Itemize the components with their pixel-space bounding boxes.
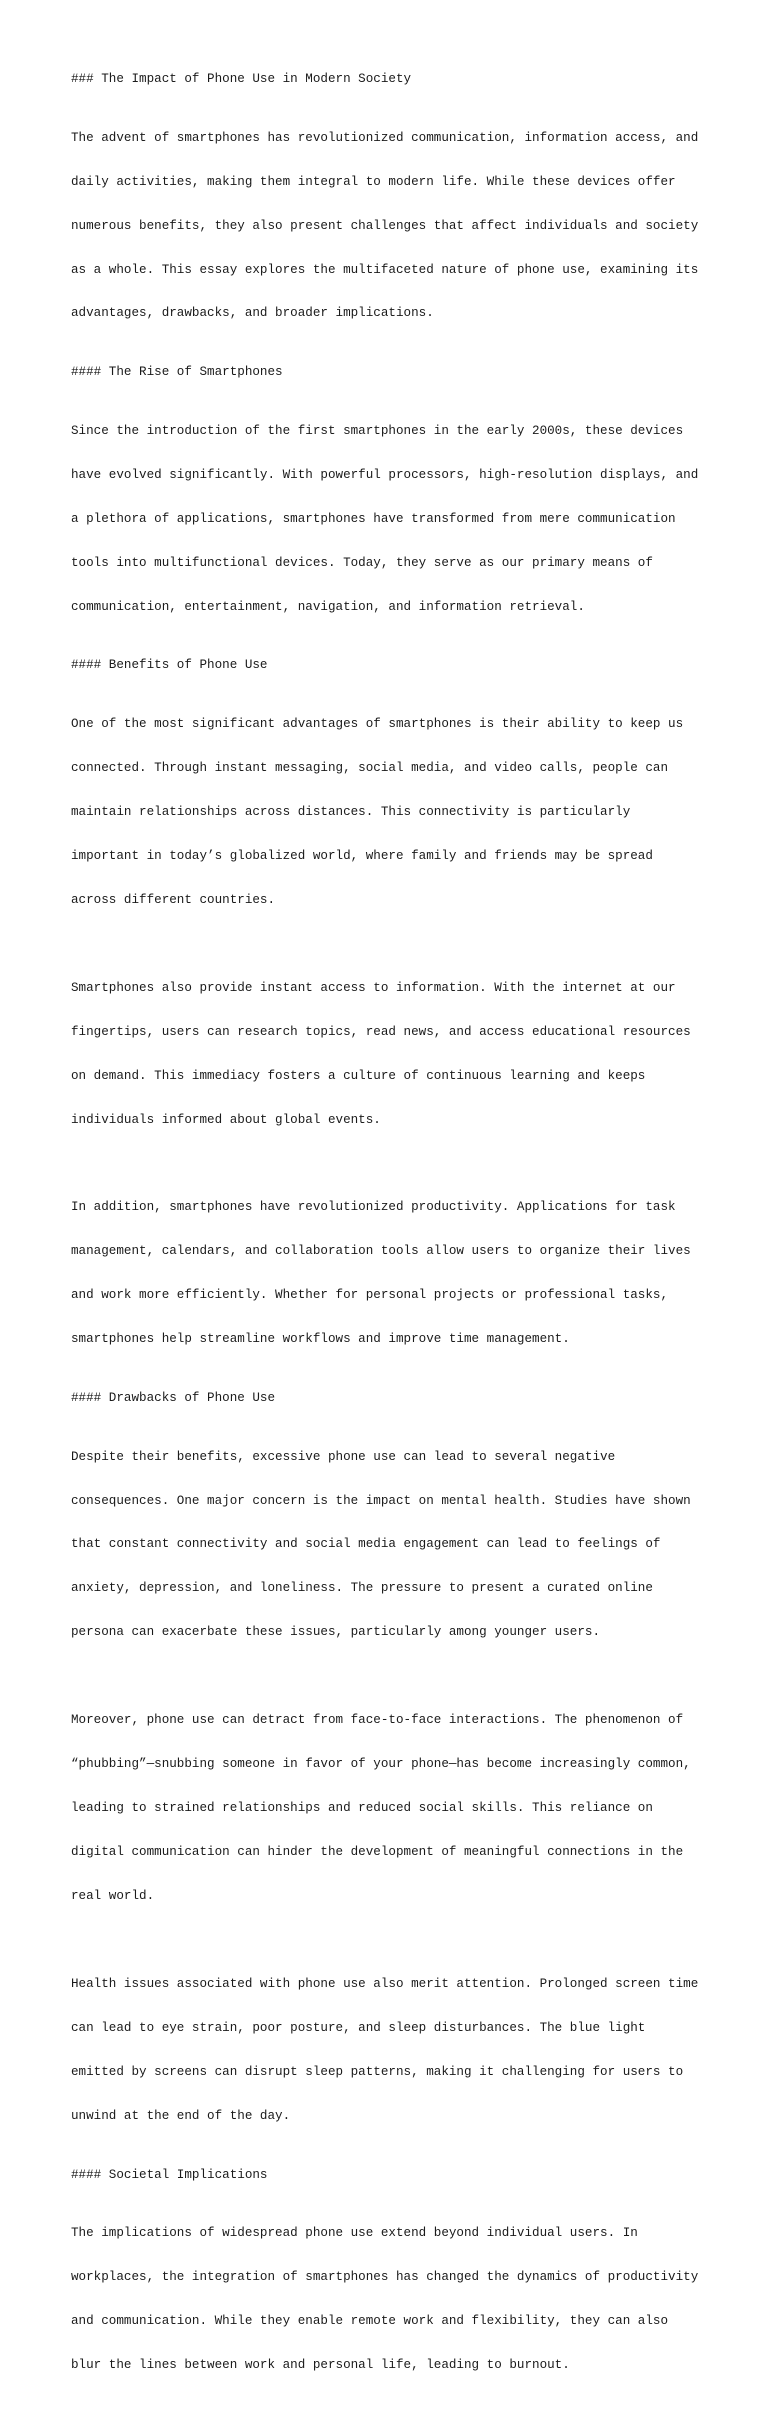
text-line: as a whole. This essay explores the multifaceted nature of phone use, examining its bbox=[71, 262, 699, 277]
text-line: The implications of widespread phone use extend beyond individual users. In bbox=[71, 2226, 638, 2241]
document-page bbox=[71, 72, 711, 2417]
section-heading-rise: #### The Rise of Smartphones bbox=[71, 365, 283, 380]
text-line: real world. bbox=[71, 1889, 155, 1904]
text-line: anxiety, depression, and loneliness. The pressure to present a curated online bbox=[71, 1581, 653, 1596]
benefits-paragraph-3 bbox=[71, 1171, 711, 1376]
text-line: and communication. While they enable remote work and flexibility, they can also bbox=[71, 2314, 669, 2329]
text-line: consequences. One major concern is the impact on mental health. Studies have shown bbox=[71, 1493, 691, 1508]
text-line: advantages, drawbacks, and broader implications. bbox=[71, 306, 434, 321]
text-line: blur the lines between work and personal life, leading to burnout. bbox=[71, 2358, 570, 2373]
section-heading-drawbacks: #### Drawbacks of Phone Use bbox=[71, 1390, 276, 1405]
benefits-paragraph-2 bbox=[71, 951, 711, 1156]
text-line: communication, entertainment, navigation, and information retrieval. bbox=[71, 599, 585, 614]
text-line: have evolved significantly. With powerful processors, high-resolution displays, and bbox=[71, 467, 699, 482]
text-line: a plethora of applications, smartphones have transformed from mere communication bbox=[71, 511, 676, 526]
text-line: across different countries. bbox=[71, 892, 276, 907]
text-line: tools into multifunctional devices. Today, they serve as our primary means of bbox=[71, 555, 653, 570]
text-line: One of the most significant advantages of smartphones is their ability to keep us bbox=[71, 716, 684, 731]
text-line: workplaces, the integration of smartphones has changed the dynamics of productivity bbox=[71, 2270, 699, 2285]
text-line: numerous benefits, they also present challenges that affect individuals and society bbox=[71, 218, 699, 233]
text-line: Moreover, phone use can detract from face-to-face interactions. The phenomenon of bbox=[71, 1713, 684, 1728]
rise-paragraph bbox=[71, 394, 711, 643]
text-line: connected. Through instant messaging, social media, and video calls, people can bbox=[71, 760, 669, 775]
text-line: and work more efficiently. Whether for personal projects or professional tasks, bbox=[71, 1288, 669, 1303]
text-line: “phubbing”—snubbing someone in favor of your phone—has become increasingly common, bbox=[71, 1757, 691, 1772]
text-line: important in today’s globalized world, where family and friends may be spread bbox=[71, 848, 653, 863]
text-line: maintain relationships across distances. This connectivity is particularly bbox=[71, 804, 631, 819]
text-line: that constant connectivity and social media engagement can lead to feelings of bbox=[71, 1537, 661, 1552]
benefits-paragraph-1 bbox=[71, 687, 711, 936]
text-line: digital communication can hinder the development of meaningful connections in the bbox=[71, 1845, 684, 1860]
document-title: ### The Impact of Phone Use in Modern Society bbox=[71, 72, 412, 86]
text-line: Smartphones also provide instant access to information. With the internet at our bbox=[71, 980, 676, 995]
drawbacks-paragraph-1 bbox=[71, 1420, 711, 1669]
text-line: Health issues associated with phone use also merit attention. Prolonged screen time bbox=[71, 1977, 699, 1992]
section-heading-benefits: #### Benefits of Phone Use bbox=[71, 658, 268, 673]
text-line: management, calendars, and collaboration tools allow users to organize their lives bbox=[71, 1244, 691, 1259]
text-line: individuals informed about global events. bbox=[71, 1112, 381, 1127]
text-line: Despite their benefits, excessive phone use can lead to several negative bbox=[71, 1449, 616, 1464]
text-line: The advent of smartphones has revolutionized communication, information access, and bbox=[71, 130, 699, 145]
text-line: In addition, smartphones have revolutionized productivity. Applications for task bbox=[71, 1200, 676, 1215]
section-heading-societal: #### Societal Implications bbox=[71, 2167, 268, 2182]
text-line: persona can exacerbate these issues, particularly among younger users. bbox=[71, 1625, 601, 1640]
text-line: Since the introduction of the first smartphones in the early 2000s, these devices bbox=[71, 423, 684, 438]
drawbacks-paragraph-3 bbox=[71, 1948, 711, 2153]
text-line: on demand. This immediacy fosters a culture of continuous learning and keeps bbox=[71, 1068, 646, 1083]
drawbacks-paragraph-2 bbox=[71, 1684, 711, 1933]
societal-paragraph-1 bbox=[71, 2197, 711, 2402]
text-line: smartphones help streamline workflows and improve time management. bbox=[71, 1332, 570, 1347]
text-line: daily activities, making them integral to modern life. While these devices offer bbox=[71, 174, 676, 189]
text-line: can lead to eye strain, poor posture, and sleep disturbances. The blue light bbox=[71, 2021, 646, 2036]
intro-paragraph bbox=[71, 101, 711, 350]
text-line: unwind at the end of the day. bbox=[71, 2109, 291, 2124]
text-line: leading to strained relationships and reduced social skills. This reliance on bbox=[71, 1801, 653, 1816]
text-line: fingertips, users can research topics, read news, and access educational resources bbox=[71, 1024, 691, 1039]
text-line: emitted by screens can disrupt sleep patterns, making it challenging for users to bbox=[71, 2065, 684, 2080]
